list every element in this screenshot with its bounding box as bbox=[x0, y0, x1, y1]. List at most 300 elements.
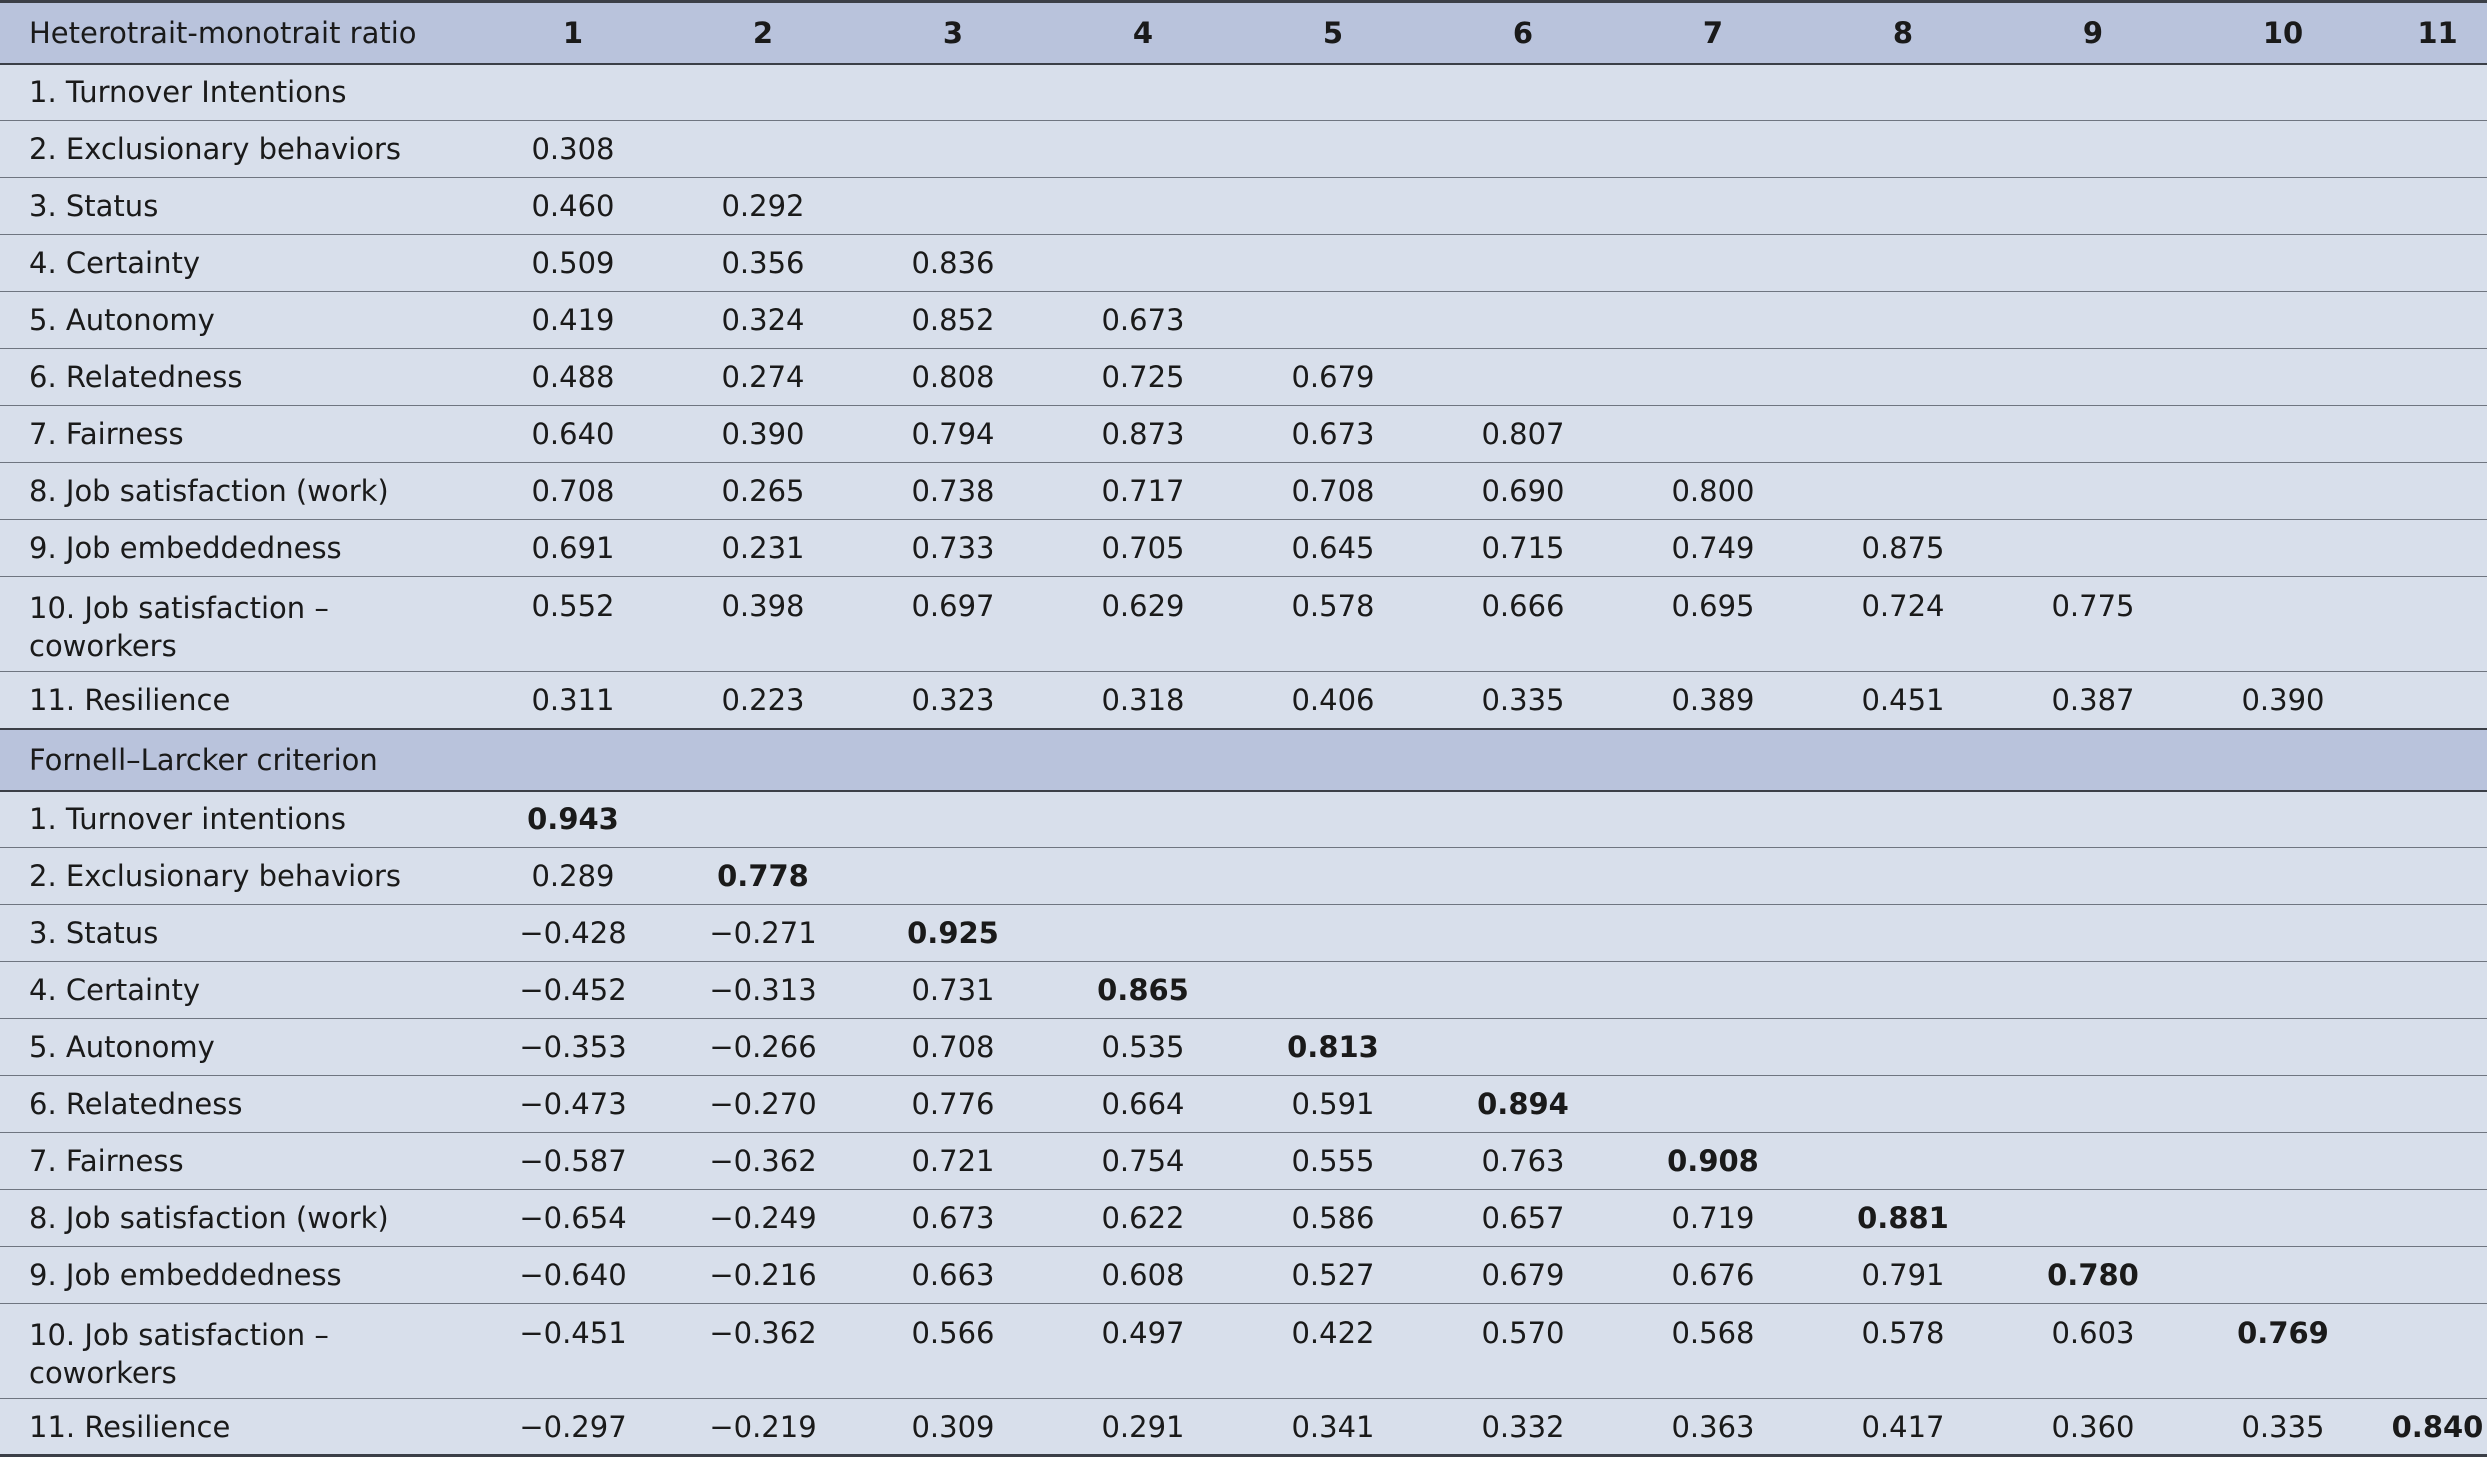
table-cell bbox=[1238, 178, 1428, 235]
table-cell bbox=[1808, 178, 1998, 235]
table-cell bbox=[2378, 791, 2487, 848]
table-cell bbox=[668, 791, 858, 848]
table-cell: 0.356 bbox=[668, 235, 858, 292]
table-cell bbox=[1618, 64, 1808, 121]
row-label: 1. Turnover Intentions bbox=[0, 64, 478, 121]
table-row bbox=[0, 349, 2487, 406]
table-cell bbox=[1998, 1076, 2188, 1133]
table-cell bbox=[2188, 406, 2378, 463]
table-cell bbox=[1238, 962, 1428, 1019]
table-cell: 0.622 bbox=[1048, 1190, 1238, 1247]
table-row bbox=[0, 64, 2487, 121]
table-cell bbox=[1808, 292, 1998, 349]
table-cell bbox=[1998, 178, 2188, 235]
table-cell bbox=[1808, 905, 1998, 962]
table-cell: 0.754 bbox=[1048, 1133, 1238, 1190]
table-cell bbox=[2188, 235, 2378, 292]
table-cell: 0.875 bbox=[1808, 520, 1998, 577]
table-row bbox=[0, 1133, 2487, 1190]
table-cell bbox=[2188, 349, 2378, 406]
table-cell bbox=[1998, 905, 2188, 962]
table-cell: 0.566 bbox=[858, 1304, 1048, 1399]
table-cell: 0.778 bbox=[668, 848, 858, 905]
row-label: 4. Certainty bbox=[0, 962, 478, 1019]
table-cell: 0.578 bbox=[1808, 1304, 1998, 1399]
row-label: 11. Resilience bbox=[0, 1399, 478, 1456]
table-cell bbox=[1998, 962, 2188, 1019]
table-cell: 0.708 bbox=[1238, 463, 1428, 520]
table-cell bbox=[1428, 962, 1618, 1019]
table-cell: 0.676 bbox=[1618, 1247, 1808, 1304]
table-cell bbox=[2378, 520, 2487, 577]
table-cell: 0.603 bbox=[1998, 1304, 2188, 1399]
table-row bbox=[0, 1076, 2487, 1133]
table-cell bbox=[2378, 1247, 2487, 1304]
table-cell bbox=[1808, 791, 1998, 848]
table-row bbox=[0, 577, 2487, 672]
table-cell: 0.673 bbox=[858, 1190, 1048, 1247]
table-cell: 0.591 bbox=[1238, 1076, 1428, 1133]
table-cell bbox=[2188, 962, 2378, 1019]
table-cell bbox=[1428, 292, 1618, 349]
table-row bbox=[0, 1019, 2487, 1076]
table-cell bbox=[668, 64, 858, 121]
table-cell: 0.363 bbox=[1618, 1399, 1808, 1456]
table-row bbox=[0, 178, 2487, 235]
table-cell bbox=[858, 121, 1048, 178]
table-cell: 0.608 bbox=[1048, 1247, 1238, 1304]
table-cell bbox=[2188, 905, 2378, 962]
table-cell: −0.452 bbox=[478, 962, 668, 1019]
table-cell: 0.791 bbox=[1808, 1247, 1998, 1304]
table-cell: 0.406 bbox=[1238, 672, 1428, 729]
table-cell: 0.717 bbox=[1048, 463, 1238, 520]
table-cell: 0.852 bbox=[858, 292, 1048, 349]
table-cell: 0.335 bbox=[2188, 1399, 2378, 1456]
table-row bbox=[0, 1399, 2487, 1456]
table-cell bbox=[2188, 1019, 2378, 1076]
table-cell bbox=[1238, 791, 1428, 848]
table-cell bbox=[1618, 178, 1808, 235]
table-cell bbox=[858, 848, 1048, 905]
section-header-row bbox=[0, 729, 2487, 791]
table-row bbox=[0, 962, 2487, 1019]
table-cell bbox=[1808, 121, 1998, 178]
table-cell bbox=[1048, 848, 1238, 905]
table-cell: 0.679 bbox=[1428, 1247, 1618, 1304]
table-cell bbox=[1998, 1019, 2188, 1076]
table-cell bbox=[2378, 848, 2487, 905]
column-header-11: 11 bbox=[2378, 2, 2487, 64]
table-cell: 0.695 bbox=[1618, 577, 1808, 672]
column-header-3: 3 bbox=[858, 2, 1048, 64]
table-cell: −0.451 bbox=[478, 1304, 668, 1399]
table-cell: 0.881 bbox=[1808, 1190, 1998, 1247]
table-cell: 0.422 bbox=[1238, 1304, 1428, 1399]
row-label: 2. Exclusionary behaviors bbox=[0, 848, 478, 905]
column-header-10: 10 bbox=[2188, 2, 2378, 64]
table-cell: 0.640 bbox=[478, 406, 668, 463]
table-cell bbox=[1618, 905, 1808, 962]
table-cell: −0.216 bbox=[668, 1247, 858, 1304]
table-cell: 0.725 bbox=[1048, 349, 1238, 406]
table-cell: 0.419 bbox=[478, 292, 668, 349]
table-cell: 0.715 bbox=[1428, 520, 1618, 577]
table-cell: 0.291 bbox=[1048, 1399, 1238, 1456]
table-cell bbox=[2378, 1133, 2487, 1190]
row-label: 8. Job satisfaction (work) bbox=[0, 463, 478, 520]
table-cell: −0.473 bbox=[478, 1076, 668, 1133]
table-cell: −0.297 bbox=[478, 1399, 668, 1456]
table-cell: 0.509 bbox=[478, 235, 668, 292]
table-cell bbox=[2378, 235, 2487, 292]
table-cell: 0.763 bbox=[1428, 1133, 1618, 1190]
table-cell bbox=[1618, 791, 1808, 848]
table-cell: 0.769 bbox=[2188, 1304, 2378, 1399]
table-cell: 0.738 bbox=[858, 463, 1048, 520]
table-cell: 0.292 bbox=[668, 178, 858, 235]
table-cell bbox=[1238, 848, 1428, 905]
table-cell bbox=[1238, 292, 1428, 349]
column-header-6: 6 bbox=[1428, 2, 1618, 64]
table-cell bbox=[1808, 1133, 1998, 1190]
row-label: 5. Autonomy bbox=[0, 292, 478, 349]
row-label: 4. Certainty bbox=[0, 235, 478, 292]
column-header-1: 1 bbox=[478, 2, 668, 64]
table-cell bbox=[2188, 520, 2378, 577]
table-cell: 0.497 bbox=[1048, 1304, 1238, 1399]
table-cell: 0.731 bbox=[858, 962, 1048, 1019]
table-cell bbox=[2188, 577, 2378, 672]
table-cell bbox=[1048, 121, 1238, 178]
table-cell bbox=[858, 178, 1048, 235]
table-cell: −0.313 bbox=[668, 962, 858, 1019]
table-cell bbox=[2188, 64, 2378, 121]
table-cell: 0.555 bbox=[1238, 1133, 1428, 1190]
table-cell bbox=[2378, 905, 2487, 962]
table-cell: 0.679 bbox=[1238, 349, 1428, 406]
table-cell bbox=[2188, 121, 2378, 178]
table-row bbox=[0, 121, 2487, 178]
table-cell bbox=[1808, 406, 1998, 463]
table-cell bbox=[1998, 349, 2188, 406]
table-cell bbox=[2188, 791, 2378, 848]
table-cell bbox=[1428, 905, 1618, 962]
table-cell: −0.428 bbox=[478, 905, 668, 962]
row-label: 11. Resilience bbox=[0, 672, 478, 729]
table-cell: 0.708 bbox=[858, 1019, 1048, 1076]
row-label: 10. Job satisfaction – coworkers bbox=[0, 1304, 478, 1399]
table-cell: 0.724 bbox=[1808, 577, 1998, 672]
table-cell bbox=[1998, 121, 2188, 178]
table-cell bbox=[1998, 791, 2188, 848]
row-label: 7. Fairness bbox=[0, 406, 478, 463]
table-cell bbox=[2378, 178, 2487, 235]
table-cell: 0.398 bbox=[668, 577, 858, 672]
table-cell: 0.708 bbox=[478, 463, 668, 520]
table-cell: 0.813 bbox=[1238, 1019, 1428, 1076]
table-row bbox=[0, 1247, 2487, 1304]
table-cell: 0.309 bbox=[858, 1399, 1048, 1456]
table-cell bbox=[1998, 520, 2188, 577]
table-cell: 0.943 bbox=[478, 791, 668, 848]
table-cell bbox=[2188, 1133, 2378, 1190]
table-cell bbox=[1808, 463, 1998, 520]
row-label: 3. Status bbox=[0, 178, 478, 235]
table-header-row bbox=[0, 2, 2487, 64]
table-cell: 0.666 bbox=[1428, 577, 1618, 672]
table-cell: 0.488 bbox=[478, 349, 668, 406]
table-cell bbox=[2378, 1190, 2487, 1247]
table-cell: 0.324 bbox=[668, 292, 858, 349]
table-cell bbox=[1618, 1019, 1808, 1076]
table-cell: −0.353 bbox=[478, 1019, 668, 1076]
row-label: 1. Turnover intentions bbox=[0, 791, 478, 848]
table-cell: 0.460 bbox=[478, 178, 668, 235]
table-cell: 0.663 bbox=[858, 1247, 1048, 1304]
table-cell bbox=[1048, 905, 1238, 962]
table-cell bbox=[1808, 1019, 1998, 1076]
table-cell: 0.749 bbox=[1618, 520, 1808, 577]
table-cell: 0.780 bbox=[1998, 1247, 2188, 1304]
table-row bbox=[0, 848, 2487, 905]
table-cell: 0.800 bbox=[1618, 463, 1808, 520]
table-cell: −0.271 bbox=[668, 905, 858, 962]
table-cell: 0.265 bbox=[668, 463, 858, 520]
table-cell: 0.289 bbox=[478, 848, 668, 905]
table-cell bbox=[2188, 178, 2378, 235]
table-row bbox=[0, 463, 2487, 520]
table-cell: −0.266 bbox=[668, 1019, 858, 1076]
table-cell: −0.654 bbox=[478, 1190, 668, 1247]
table-cell bbox=[2378, 577, 2487, 672]
table-cell: 0.865 bbox=[1048, 962, 1238, 1019]
table-row bbox=[0, 791, 2487, 848]
table-cell bbox=[1618, 406, 1808, 463]
table-cell: 0.568 bbox=[1618, 1304, 1808, 1399]
row-label: 7. Fairness bbox=[0, 1133, 478, 1190]
table-cell bbox=[858, 64, 1048, 121]
table-cell bbox=[2378, 1019, 2487, 1076]
table-cell bbox=[1998, 64, 2188, 121]
table-cell bbox=[1998, 1190, 2188, 1247]
table-row bbox=[0, 292, 2487, 349]
table-cell: 0.318 bbox=[1048, 672, 1238, 729]
table-cell: 0.586 bbox=[1238, 1190, 1428, 1247]
table-cell bbox=[1048, 64, 1238, 121]
table-cell bbox=[1808, 848, 1998, 905]
table-cell: 0.908 bbox=[1618, 1133, 1808, 1190]
table-cell: 0.721 bbox=[858, 1133, 1048, 1190]
table-body bbox=[0, 2, 2487, 1456]
row-label: 10. Job satisfaction – coworkers bbox=[0, 577, 478, 672]
table-cell: 0.323 bbox=[858, 672, 1048, 729]
table-cell: 0.570 bbox=[1428, 1304, 1618, 1399]
table-cell: 0.776 bbox=[858, 1076, 1048, 1133]
table-cell bbox=[2378, 463, 2487, 520]
row-label: 6. Relatedness bbox=[0, 1076, 478, 1133]
column-header-8: 8 bbox=[1808, 2, 1998, 64]
table-cell bbox=[2188, 292, 2378, 349]
table-cell bbox=[1998, 235, 2188, 292]
table-cell: −0.587 bbox=[478, 1133, 668, 1190]
table-row bbox=[0, 905, 2487, 962]
table-cell bbox=[1428, 848, 1618, 905]
table-cell: 0.673 bbox=[1238, 406, 1428, 463]
table-row bbox=[0, 406, 2487, 463]
table-cell: −0.362 bbox=[668, 1304, 858, 1399]
table-cell: −0.249 bbox=[668, 1190, 858, 1247]
table-cell: 0.527 bbox=[1238, 1247, 1428, 1304]
table-cell bbox=[1808, 349, 1998, 406]
table-cell: 0.657 bbox=[1428, 1190, 1618, 1247]
table-cell: 0.308 bbox=[478, 121, 668, 178]
table-cell: 0.335 bbox=[1428, 672, 1618, 729]
table-cell bbox=[2378, 1304, 2487, 1399]
table-cell: 0.387 bbox=[1998, 672, 2188, 729]
table-cell bbox=[2378, 406, 2487, 463]
table-cell bbox=[2188, 463, 2378, 520]
table-cell: 0.836 bbox=[858, 235, 1048, 292]
table-cell bbox=[1428, 235, 1618, 292]
table-cell bbox=[2378, 349, 2487, 406]
table-cell: 0.417 bbox=[1808, 1399, 1998, 1456]
table-cell bbox=[1618, 121, 1808, 178]
table-cell bbox=[2378, 1076, 2487, 1133]
table-cell: 0.894 bbox=[1428, 1076, 1618, 1133]
table-cell: 0.332 bbox=[1428, 1399, 1618, 1456]
row-label: 5. Autonomy bbox=[0, 1019, 478, 1076]
column-header-5: 5 bbox=[1238, 2, 1428, 64]
table-cell bbox=[2378, 962, 2487, 1019]
table-cell bbox=[2188, 1190, 2378, 1247]
table-cell: 0.775 bbox=[1998, 577, 2188, 672]
table-cell: 0.733 bbox=[858, 520, 1048, 577]
table-row bbox=[0, 520, 2487, 577]
table-cell bbox=[858, 791, 1048, 848]
table-cell bbox=[1618, 235, 1808, 292]
table-cell bbox=[1998, 848, 2188, 905]
table-cell bbox=[1238, 235, 1428, 292]
table-cell: 0.231 bbox=[668, 520, 858, 577]
table-cell: 0.925 bbox=[858, 905, 1048, 962]
table-cell bbox=[1428, 791, 1618, 848]
table-cell bbox=[1618, 962, 1808, 1019]
table-row bbox=[0, 1190, 2487, 1247]
table-cell bbox=[1618, 292, 1808, 349]
table-cell bbox=[2378, 292, 2487, 349]
table-cell: 0.390 bbox=[2188, 672, 2378, 729]
table-cell: 0.673 bbox=[1048, 292, 1238, 349]
table-cell bbox=[1618, 1076, 1808, 1133]
table-cell: 0.535 bbox=[1048, 1019, 1238, 1076]
table-cell bbox=[1998, 1133, 2188, 1190]
row-label: 9. Job embeddedness bbox=[0, 1247, 478, 1304]
table-cell bbox=[1238, 64, 1428, 121]
table-cell bbox=[1428, 121, 1618, 178]
table-cell bbox=[1428, 64, 1618, 121]
table-cell: −0.640 bbox=[478, 1247, 668, 1304]
row-label: 6. Relatedness bbox=[0, 349, 478, 406]
table-cell bbox=[1238, 905, 1428, 962]
table-cell bbox=[1428, 349, 1618, 406]
table-cell: 0.691 bbox=[478, 520, 668, 577]
table-cell bbox=[1808, 962, 1998, 1019]
row-label: 2. Exclusionary behaviors bbox=[0, 121, 478, 178]
table-cell: 0.808 bbox=[858, 349, 1048, 406]
table-cell: 0.629 bbox=[1048, 577, 1238, 672]
table-cell: 0.807 bbox=[1428, 406, 1618, 463]
table-cell: 0.341 bbox=[1238, 1399, 1428, 1456]
table-cell bbox=[1808, 1076, 1998, 1133]
table-cell: −0.219 bbox=[668, 1399, 858, 1456]
table-cell bbox=[2188, 1076, 2378, 1133]
table-cell: 0.794 bbox=[858, 406, 1048, 463]
table-cell bbox=[1048, 791, 1238, 848]
table-cell bbox=[2378, 121, 2487, 178]
table-cell: 0.390 bbox=[668, 406, 858, 463]
table-cell bbox=[1998, 406, 2188, 463]
table-cell: 0.389 bbox=[1618, 672, 1808, 729]
row-label: 8. Job satisfaction (work) bbox=[0, 1190, 478, 1247]
table-cell bbox=[2188, 848, 2378, 905]
row-label: 3. Status bbox=[0, 905, 478, 962]
table-cell bbox=[2378, 672, 2487, 729]
table-cell: 0.697 bbox=[858, 577, 1048, 672]
table-cell bbox=[2188, 1247, 2378, 1304]
table-cell bbox=[1618, 848, 1808, 905]
table-cell: 0.705 bbox=[1048, 520, 1238, 577]
table-cell: 0.360 bbox=[1998, 1399, 2188, 1456]
table-cell: 0.578 bbox=[1238, 577, 1428, 672]
table-row bbox=[0, 235, 2487, 292]
table-cell: 0.223 bbox=[668, 672, 858, 729]
table-row bbox=[0, 1304, 2487, 1399]
table-cell: 0.873 bbox=[1048, 406, 1238, 463]
table-cell: 0.719 bbox=[1618, 1190, 1808, 1247]
column-header-4: 4 bbox=[1048, 2, 1238, 64]
column-header-9: 9 bbox=[1998, 2, 2188, 64]
column-header-2: 2 bbox=[668, 2, 858, 64]
table-cell: 0.311 bbox=[478, 672, 668, 729]
table-cell bbox=[1428, 178, 1618, 235]
section-title-fornell: Fornell–Larcker criterion bbox=[0, 729, 2487, 791]
table-cell bbox=[1998, 292, 2188, 349]
table-cell: 0.274 bbox=[668, 349, 858, 406]
table-cell bbox=[1048, 178, 1238, 235]
table-cell bbox=[478, 64, 668, 121]
table-cell: 0.690 bbox=[1428, 463, 1618, 520]
table-cell: 0.840 bbox=[2378, 1399, 2487, 1456]
table-cell: −0.362 bbox=[668, 1133, 858, 1190]
table-cell bbox=[1808, 235, 1998, 292]
column-header-7: 7 bbox=[1618, 2, 1808, 64]
table-row bbox=[0, 672, 2487, 729]
table-cell bbox=[1238, 121, 1428, 178]
table-cell bbox=[1048, 235, 1238, 292]
table-cell: 0.645 bbox=[1238, 520, 1428, 577]
section-title-htmt: Heterotrait-monotrait ratio bbox=[0, 2, 478, 64]
table-cell bbox=[1998, 463, 2188, 520]
table-cell bbox=[1618, 349, 1808, 406]
table-cell: −0.270 bbox=[668, 1076, 858, 1133]
table-cell bbox=[1428, 1019, 1618, 1076]
table-cell bbox=[2378, 64, 2487, 121]
table-cell: 0.451 bbox=[1808, 672, 1998, 729]
row-label: 9. Job embeddedness bbox=[0, 520, 478, 577]
table-cell: 0.552 bbox=[478, 577, 668, 672]
table-cell bbox=[1808, 64, 1998, 121]
